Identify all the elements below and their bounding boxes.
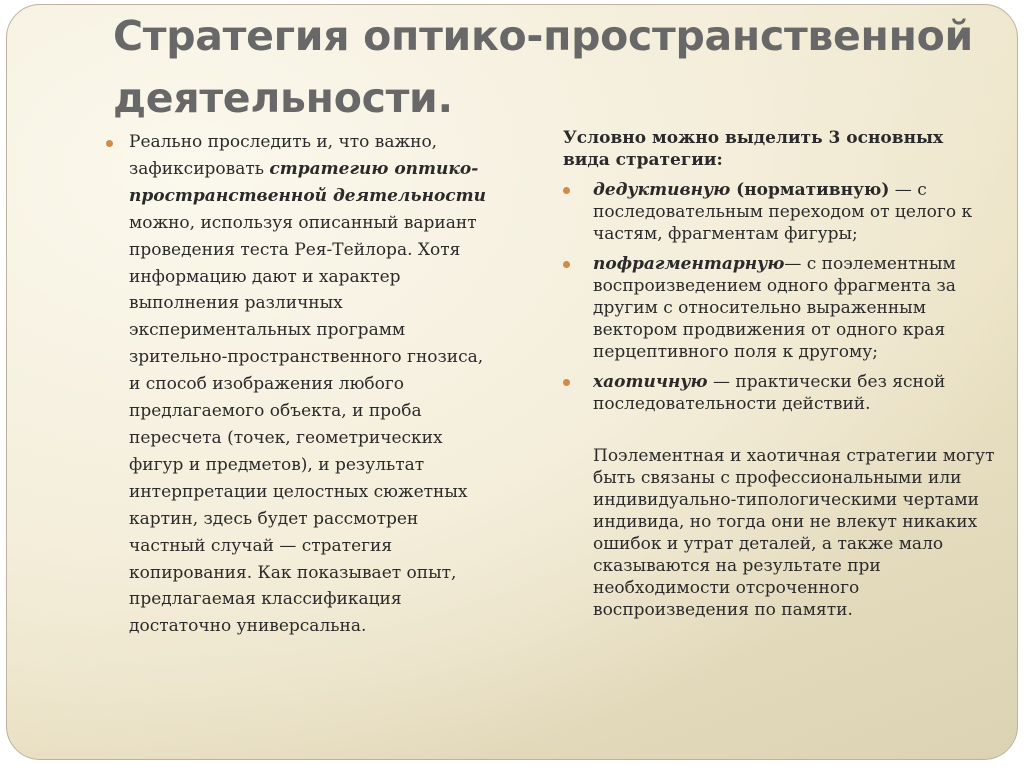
bullet-dot-icon: [106, 140, 113, 147]
strategy-item-fragmentary: [593, 253, 995, 363]
left-emphasis: стратегию оптико-пространственной деятельности: [129, 158, 486, 206]
strategy-description: — с последовательным переходом от целого к частям, фрагментам фигуры;: [593, 180, 973, 244]
bullet-dot-icon: [563, 261, 570, 268]
closing-paragraph: Поэлементная и хаотичная стратегии могут быть связаны с профессиональными или индивидуально-типологическими чертами индивида, но тогда они не влекут никаких ошибок и утрат деталей, а также мало сказываются на результате при необходимости отсроченного воспроизведения по памяти.: [593, 446, 995, 620]
strategy-term: хаотичную: [593, 372, 708, 392]
strategy-item-chaotic: [593, 371, 995, 415]
strategy-term-note: (нормативную): [730, 180, 890, 200]
left-paragraph: [129, 129, 496, 640]
strategy-term: пофрагментарную: [593, 254, 785, 274]
bullet-dot-icon: [563, 187, 570, 194]
left-column: [96, 129, 496, 640]
right-column: [555, 127, 995, 621]
bullet-dot-icon: [563, 379, 570, 386]
strategy-item-deductive: [593, 179, 995, 245]
slide-title: Стратегия оптико-пространственной деятельности.: [113, 12, 973, 122]
strategies-intro: Условно можно выделить 3 основных вида стратегии:: [563, 128, 944, 170]
slide: [6, 4, 1018, 760]
strategy-description: — с поэлементным воспроизведением одного фрагмента за другим с относительно выраженным вектором продвижения от одного края перцептивного поля к другому;: [593, 254, 956, 362]
strategy-term: дедуктивную: [593, 180, 731, 200]
strategy-description: — практически без ясной последовательности действий.: [593, 372, 946, 414]
left-text-start: Реально проследить и, что важно, зафиксировать: [129, 132, 438, 179]
left-text-end: можно, используя описанный вариант проведения теста Рея-Тейлора. Хотя информацию дают и характер выполнения различных экспериментальных программ зрительно-пространственного гнозиса, и способ изображения любого предлагаемого объекта, и проба пересчета (точек, геометрических фигур и предметов), и результат интерпретации целостных сюжетных картин, здесь будет рассмотрен частный случай — стратегия копирования. Как показывает опыт, предлагаемая классификация достаточно универсальна.: [129, 212, 484, 637]
